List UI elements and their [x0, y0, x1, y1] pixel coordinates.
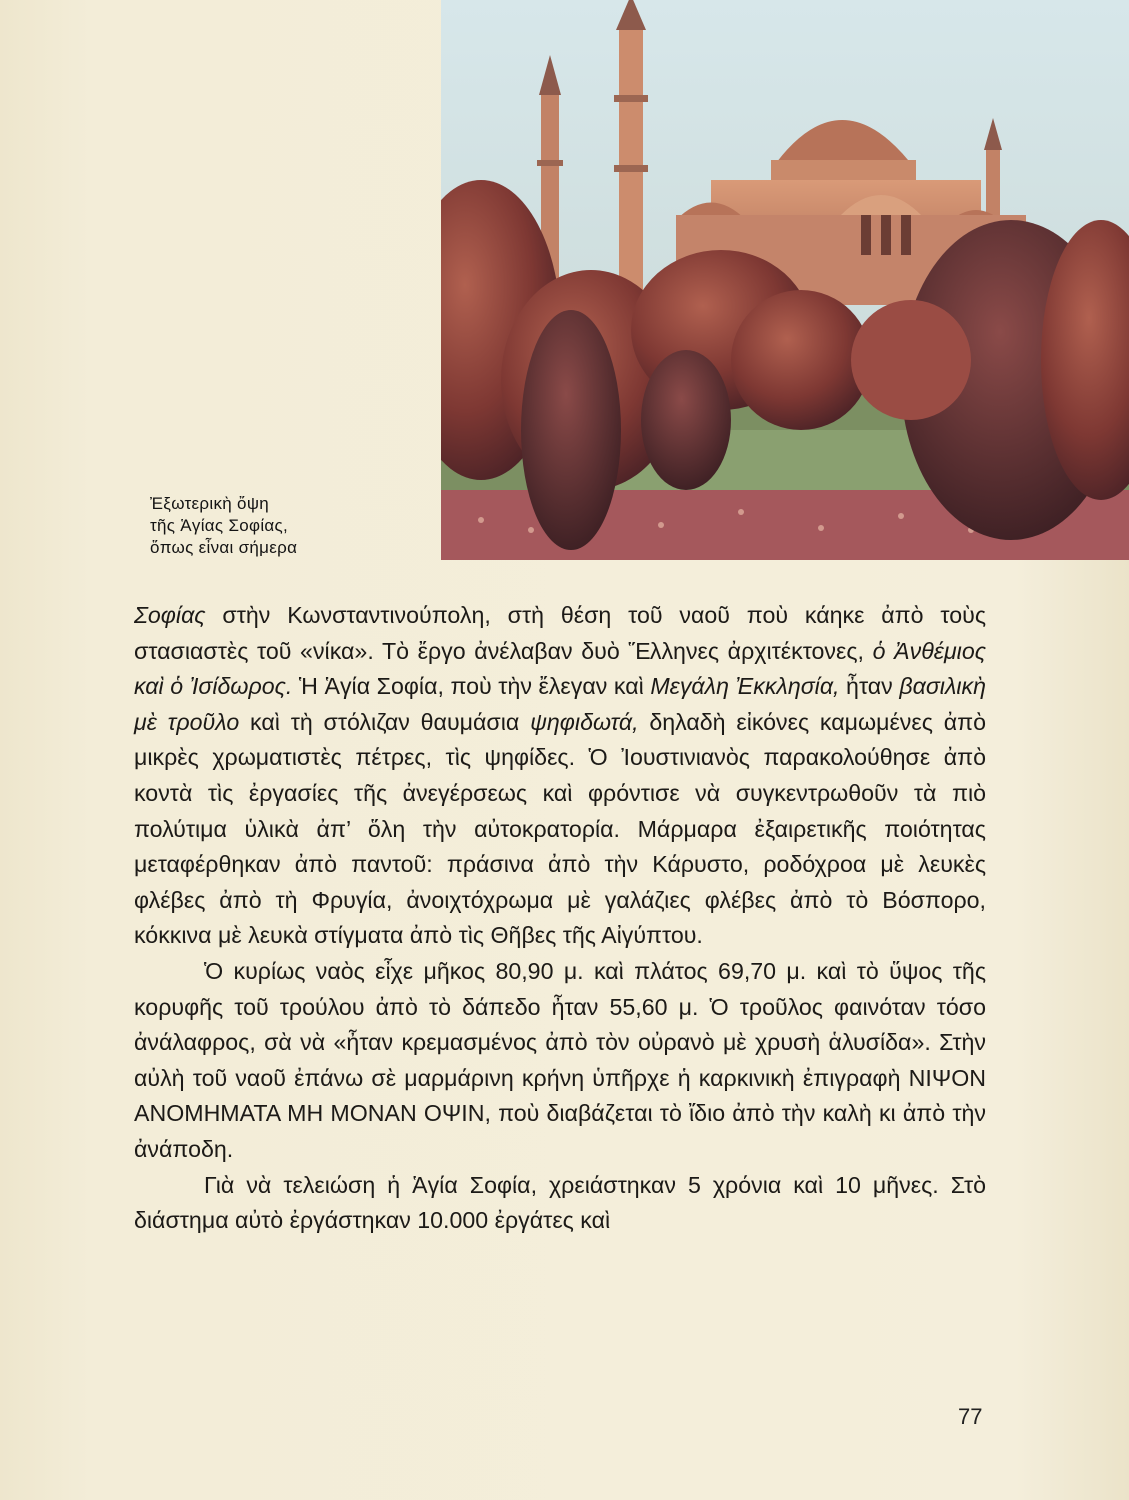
paragraph-1-text-1: στὴν Κωνσταντινούπολη, στὴ θέση τοῦ ναοῦ ποὺ κάηκε ἀπὸ τοὺς στασιαστὲς τοῦ «νίκα». Τὸ ἔργο ἀνέλαβαν δυὸ Ἕλληνες ἀρχιτέκτονες, [134, 602, 986, 664]
paragraph-1-text-3: ἦταν [839, 673, 900, 700]
paragraph-1-text-5: δηλαδὴ εἰκόνες καμωμένες ἀπὸ μικρὲς χρωματιστὲς πέτρες, τὶς ψηφίδες. Ὁ Ἰουστινιανὸς παρακολούθησε ἀπὸ κοντὰ τὶς ἐργασίες τῆς ἀνεγέρσεως καὶ φρόντισε νὰ συγκεντρωθοῦν τὰ πιὸ πολύτιμα ὑλικὰ ἀπ’ ὅλη τὴν αὐτοκρατορία. Μάρμαρα ἐξαιρετικῆς ποιότητας μεταφέρθηκαν ἀπὸ παντοῦ: πράσινα ἀπὸ τὴν Κάρυστο, ροδόχροα μὲ λευκὲς φλέβες ἀπὸ τὴ Φρυγία, ἀνοιχτόχρωμα μὲ γαλάζιες φλέβες ἀπὸ τὸ Βόσπορο, κόκκινα μὲ λευκὰ στίγματα ἀπὸ τὶς Θῆβες τῆς Αἰγύπτου. [134, 708, 986, 949]
paragraph-2: Ὁ κυρίως ναὸς εἶχε μῆκος 80,90 μ. καὶ πλάτος 69,70 μ. καὶ τὸ ὕψος τῆς κορυφῆς τοῦ τρούλου ἀπὸ τὸ δάπεδο ἦταν 55,60 μ. Ὁ τροῦλος φαινόταν τόσο ἀνάλαφρος, σὰ νὰ «ἦταν κρεμασμένος ἀπὸ τὸν οὐρανὸ μὲ χρυσὴ ἁλυσίδα». Στὴν αὐλὴ τοῦ ναοῦ ἐπάνω σὲ μαρμάρινη κρήνη ὑπῆρχε ἡ καρκινικὴ ἐπιγραφὴ ΝΙΨΟΝ ΑΝΟΜΗΜΑΤΑ ΜΗ ΜΟΝΑΝ ΟΨΙΝ, ποὺ διαβάζεται τὸ ἴδιο ἀπὸ τὴν καλὴ κι ἀπὸ τὴν ἀνάποδη. [134, 957, 986, 1162]
hagia-sophia-photo [441, 0, 1129, 560]
caption-line-3: ὅπως εἶναι σήμερα [150, 538, 298, 557]
italic-sophias: Σοφίας [134, 602, 206, 628]
italic-megali-ekklisia: Μεγάλη Ἐκκλησία, [650, 673, 840, 700]
caption-line-2: τῆς Ἁγίας Σοφίας, [150, 516, 289, 535]
page-number: 77 [958, 1404, 983, 1429]
paragraph-1-text-2: Ἡ Ἁγία Σοφία, ποὺ τὴν ἔλεγαν καὶ [292, 673, 651, 700]
caption-line-1: Ἐξωτερικὴ ὄψη [150, 494, 269, 513]
paragraph-1 [134, 598, 986, 954]
body-text [134, 598, 986, 1239]
hagia-sophia-photo-image [441, 0, 1129, 560]
italic-architects: ὁ Ἀνθέμιος καὶ ὁ Ἰσίδωρος. [134, 637, 986, 700]
italic-mosaics: ψηφιδωτά, [530, 708, 639, 735]
paragraph-1-text-4: καὶ τὴ στόλιζαν θαυμάσια [239, 708, 531, 735]
photo-caption [150, 493, 430, 559]
paragraph-3: Γιὰ νὰ τελειώση ἡ Ἁγία Σοφία, χρειάστηκαν 5 χρόνια καὶ 10 μῆνες. Στὸ διάστημα αὐτὸ ἐργάστηκαν 10.000 ἐργάτες καὶ [134, 1171, 986, 1234]
italic-basilica: βασιλικὴ μὲ τροῦλο [134, 673, 986, 735]
